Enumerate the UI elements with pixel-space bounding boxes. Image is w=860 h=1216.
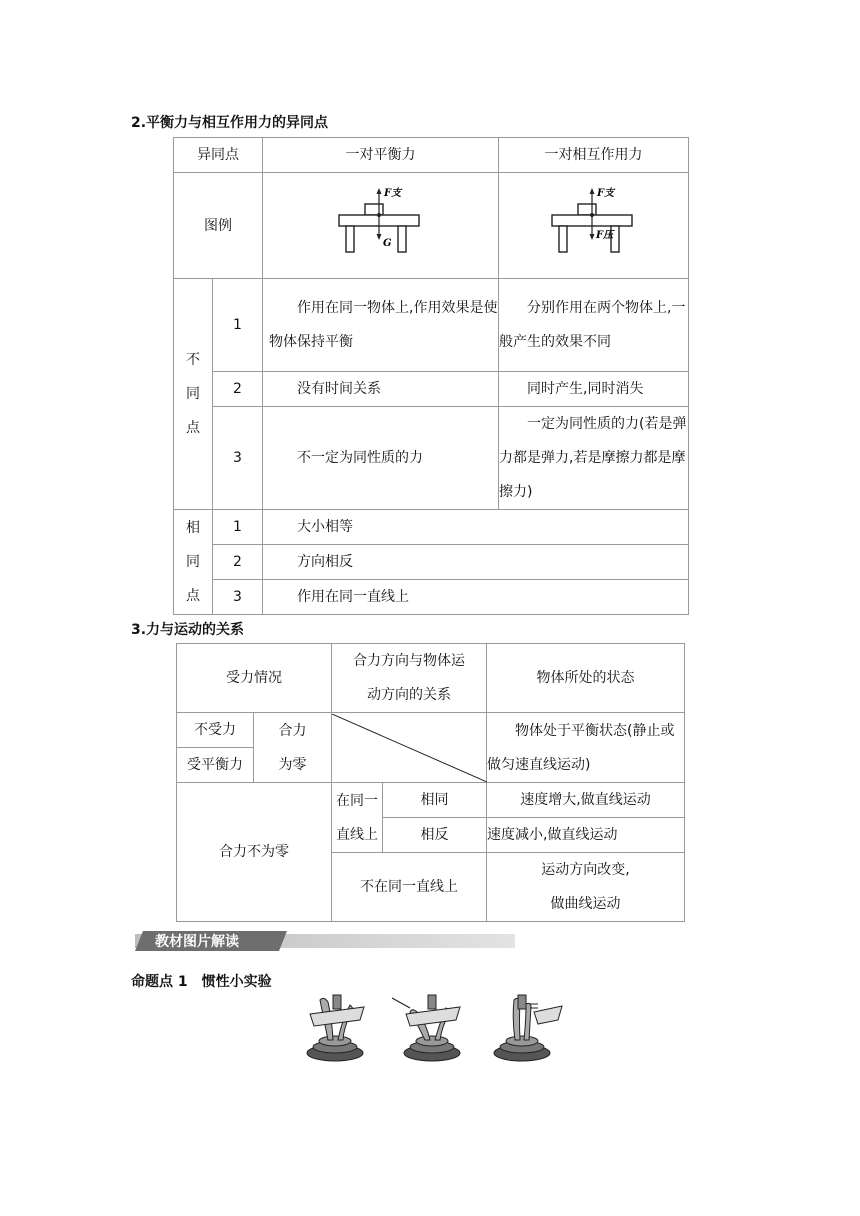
diff-balance-cell: 不一定为同性质的力: [263, 407, 499, 510]
same-line-cell: 在同一直线上: [332, 783, 383, 853]
same-dir-state: 速度增大,做直线运动: [487, 783, 685, 818]
opposite-cell: 相反: [383, 818, 487, 853]
header-force: 受力情况: [177, 644, 332, 713]
header-aspect: 异同点: [174, 138, 263, 173]
section3-heading: 3.力与运动的关系: [131, 622, 245, 638]
nonzero-cell: 合力不为零: [177, 783, 332, 922]
curve-state-cell: [487, 853, 685, 922]
curve-state-line1: 运动方向改变,: [541, 862, 630, 878]
force-motion-table: [176, 643, 685, 922]
diff-interaction-cell: 同时产生,同时消失: [499, 372, 689, 407]
fig2-bottom-label: F压: [595, 229, 613, 241]
apparatus-1: [307, 995, 364, 1061]
not-same-line-cell: 不在同一直线上: [332, 853, 487, 922]
curve-state-line2: 做曲线运动: [550, 896, 621, 912]
section2-heading: 2.平衡力与相互作用力的异同点: [131, 115, 329, 131]
fig1-top-label: F支: [383, 187, 401, 199]
diff-row-no: 3: [213, 407, 263, 510]
same-label-char: 点: [186, 588, 200, 604]
same-row-no: 3: [213, 580, 263, 615]
fig2-top-label: F支: [596, 187, 614, 199]
diff-balance-cell: 没有时间关系: [263, 372, 499, 407]
apparatus-2: [392, 995, 460, 1061]
balance-vs-interaction-table: [173, 137, 689, 615]
diagonal-line: [332, 714, 487, 782]
diff-interaction-cell: 分别作用在两个物体上,一般产生的效果不同: [499, 279, 689, 372]
point1-heading: 命题点 1 惯性小实验: [131, 974, 272, 990]
same-row-no: 1: [213, 510, 263, 545]
same-row-text: 方向相反: [263, 545, 689, 580]
diff-label-char: 点: [186, 420, 200, 436]
interaction-force-diagram: [549, 186, 639, 266]
same-row-no: 2: [213, 545, 263, 580]
same-row-text: 作用在同一直线上: [263, 580, 689, 615]
diff-row-no: 2: [213, 372, 263, 407]
inertia-experiment-illustration: [300, 990, 565, 1065]
diff-label: [174, 279, 213, 510]
header-interaction: 一对相互作用力: [499, 138, 689, 173]
header-state: 物体所处的状态: [487, 644, 685, 713]
figure-row-label: 图例: [174, 173, 263, 279]
zero-net-cell: 合力为零: [254, 713, 332, 783]
opposite-state: 速度减小,做直线运动: [487, 818, 685, 853]
interaction-figure-cell: [499, 173, 689, 279]
diff-interaction-cell: 一定为同性质的力(若是弹力都是弹力,若是摩擦力都是摩擦力): [499, 407, 689, 510]
no-force-cell: 不受力: [177, 713, 254, 748]
diff-balance-cell: 作用在同一物体上,作用效果是使物体保持平衡: [263, 279, 499, 372]
header-relation: 合力方向与物体运动方向的关系: [332, 644, 487, 713]
apparatus-3: [494, 995, 562, 1061]
banner-text: 教材图片解读: [155, 934, 239, 950]
diff-row-no: 1: [213, 279, 263, 372]
balance-figure-cell: [263, 173, 499, 279]
same-label-char: 同: [186, 554, 200, 570]
balance-force-diagram: [336, 186, 426, 266]
fig1-bottom-label: G: [382, 237, 392, 249]
textbook-figure-banner: [135, 931, 515, 951]
same-row-text: 大小相等: [263, 510, 689, 545]
same-dir-cell: 相同: [383, 783, 487, 818]
header-balance: 一对平衡力: [263, 138, 499, 173]
balanced-cell: 受平衡力: [177, 748, 254, 783]
same-label: [174, 510, 213, 615]
diff-label-char: 不: [186, 352, 200, 368]
zero-state-cell: 物体处于平衡状态(静止或做匀速直线运动): [487, 713, 685, 783]
diff-label-char: 同: [186, 386, 200, 402]
diagonal-cell: [332, 713, 487, 783]
same-label-char: 相: [186, 520, 200, 536]
